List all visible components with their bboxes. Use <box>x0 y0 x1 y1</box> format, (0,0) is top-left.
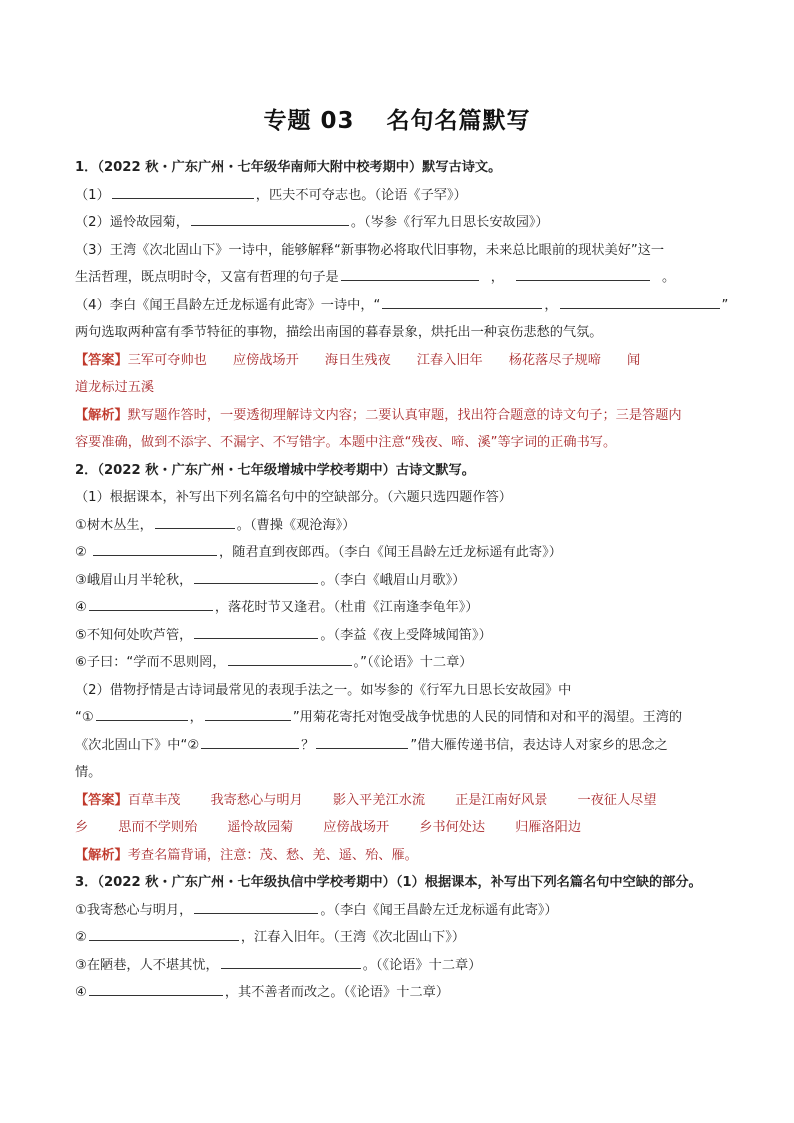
q2-sentence-1: ①树木丛生， 。（曹操《观沧海》） <box>75 512 725 540</box>
q1-analysis: 【解析】默写题作答时，一要透彻理解诗文内容；二要认真审题，找出符合题意的诗文句子；三是答题内 <box>75 407 682 423</box>
q2-sentence-3: ③峨眉山月半轮秋， 。（李白《峨眉山月歌》） <box>75 567 725 595</box>
blank <box>194 899 318 914</box>
q3-sentence-1: ①我寄愁心与明月， 。（李白《闻王昌龄左迁龙标遥有此寄》） <box>75 897 725 925</box>
page-title <box>0 102 794 135</box>
blank <box>205 706 291 721</box>
title-main: 名句名篇默写 <box>386 108 531 134</box>
q2-answer-cont: 乡 思而不学则殆 遥怜故园菊 应傍战场开 乡书何处达 归雁洛阳边 <box>75 820 582 835</box>
blank <box>89 926 239 941</box>
q1-line-2: （2）遥怜故园菊， 。（岑参《行军九日思长安故园》） <box>75 209 725 237</box>
blank <box>194 569 318 584</box>
blank <box>191 211 349 226</box>
q1-line-4: （4）李白《闻王昌龄左迁龙标遥有此寄》一诗中，“ ， ” <box>75 292 725 320</box>
q2-sentence-4: ④ ，落花时节又逢君。（杜甫《江南逢李龟年》） <box>75 594 725 622</box>
blank <box>560 294 720 309</box>
q1-line-4-cont: 两句选取两种富有季节特征的事物，描绘出南国的暮春景象，烘托出一种哀伤悲愁的气氛。 <box>75 325 603 340</box>
q1-analysis-cont: 容要准确，做到不添字、不漏字、不写错字。本题中注意“残夜、啼、溪”等字词的正确书写。 <box>75 435 617 450</box>
q3-header: 3．（2022 秋・广东广州・七年级执信中学校考期中）（1）根据课本，补写出下列名篇名句中空缺的部分。 <box>75 875 702 890</box>
blank <box>96 706 188 721</box>
q2-sentence-6: ⑥子曰：“学而不思则罔， 。”（《论语》十二章） <box>75 649 725 677</box>
title-prefix: 专题 03 <box>263 108 355 134</box>
q2-line-5: 情。 <box>75 765 102 780</box>
blank <box>89 981 223 996</box>
q1-line-3: （3）王湾《次北固山下》一诗中，能够解释“新事物必将取代旧事物，未来总比眼前的现状美好”这一 <box>75 242 665 258</box>
blank <box>341 266 479 281</box>
q1-line-3-cont: 生活哲理，既点明时令，又富有哲理的句子是 ， 。 <box>75 264 725 292</box>
q1-header: 1．（2022 秋・广东广州・七年级华南师大附中校考期中）默写古诗文。 <box>75 160 502 175</box>
q2-line-2: （2）借物抒情是古诗词最常见的表现手法之一。如岑参的《行军九日思长安故园》中 <box>75 682 572 698</box>
blank <box>155 514 235 529</box>
q2-analysis: 【解析】考查名篇背诵，注意：茂、愁、羌、遥、殆、雁。 <box>75 847 418 863</box>
q2-sentence-2: ② ，随君直到夜郎西。（李白《闻王昌龄左迁龙标遥有此寄》） <box>75 539 725 567</box>
q2-line-3: “① ， ”用菊花寄托对饱受战争忧患的人民的同情和对和平的渴望。王湾的 <box>75 704 725 732</box>
q1-answer: 【答案】三军可夺帅也 应傍战场开 海日生残夜 江春入旧年 杨花落尽子规啼 闻 <box>75 352 641 368</box>
document-content <box>75 154 729 1007</box>
q1-line-1: （1） ，匹夫不可夺志也。（论语《子罕》） <box>75 182 725 210</box>
blank <box>89 596 213 611</box>
blank <box>201 734 299 749</box>
q2-line-4: 《次北固山下》中“② ？ ”借大雁传递书信，表达诗人对家乡的思念之 <box>75 732 725 760</box>
q2-sentence-5: ⑤不知何处吹芦管， 。（李益《夜上受降城闻笛》） <box>75 622 725 650</box>
blank <box>382 294 542 309</box>
blank <box>516 266 650 281</box>
blank <box>93 541 217 556</box>
q2-header: 2．（2022 秋・广东广州・七年级增城中学校考期中）古诗文默写。 <box>75 462 475 478</box>
q2-line-1: （1）根据课本，补写出下列名篇名句中的空缺部分。（六题只选四题作答） <box>75 490 512 505</box>
q3-sentence-2: ② ，江春入旧年。（王湾《次北固山下》） <box>75 924 725 952</box>
blank <box>221 954 361 969</box>
q3-sentence-4: ④ ，其不善者而改之。（《论语》十二章） <box>75 979 725 1007</box>
blank <box>194 624 318 639</box>
blank <box>228 651 352 666</box>
q2-answer: 【答案】百草丰茂 我寄愁心与明月 影入平羌江水流 正是江南好风景 一夜征人尽望 <box>75 792 657 808</box>
blank <box>112 184 254 199</box>
q3-sentence-3: ③在陋巷，人不堪其忧， 。（《论语》十二章） <box>75 952 725 980</box>
q1-answer-cont: 道龙标过五溪 <box>75 380 155 395</box>
blank <box>316 734 408 749</box>
